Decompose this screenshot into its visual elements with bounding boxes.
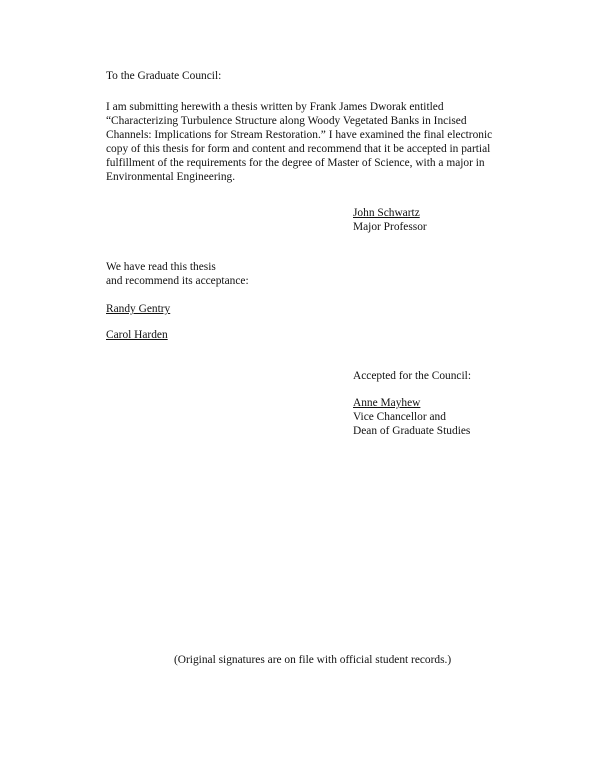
- body-line: Channels: Implications for Stream Restoration.” I have examined the final electronic: [106, 129, 493, 141]
- footer-note: (Original signatures are on file with official student records.): [174, 654, 452, 666]
- body-line: “Characterizing Turbulence Structure along Woody Vegetated Banks in Incised: [106, 115, 467, 127]
- body-line: copy of this thesis for form and content and recommend that it be accepted in partial: [106, 143, 491, 155]
- council-signatory-name: Anne Mayhew: [353, 397, 421, 409]
- salutation: To the Graduate Council:: [106, 70, 222, 82]
- body-line: I am submitting herewith a thesis written by Frank James Dworak entitled: [106, 101, 444, 113]
- body-line: fulfillment of the requirements for the degree of Master of Science, with a major in: [106, 157, 485, 169]
- committee-member-name: Randy Gentry: [106, 303, 171, 315]
- committee-intro: and recommend its acceptance:: [106, 275, 249, 287]
- council-signatory-title: Vice Chancellor and: [353, 411, 446, 423]
- committee-intro: We have read this thesis: [106, 261, 216, 273]
- major-professor-title: Major Professor: [353, 221, 427, 233]
- council-signatory-title: Dean of Graduate Studies: [353, 425, 471, 437]
- council-accepted-label: Accepted for the Council:: [353, 370, 471, 382]
- body-line: Environmental Engineering.: [106, 171, 236, 183]
- major-professor-name: John Schwartz: [353, 207, 420, 219]
- committee-member-name: Carol Harden: [106, 329, 168, 341]
